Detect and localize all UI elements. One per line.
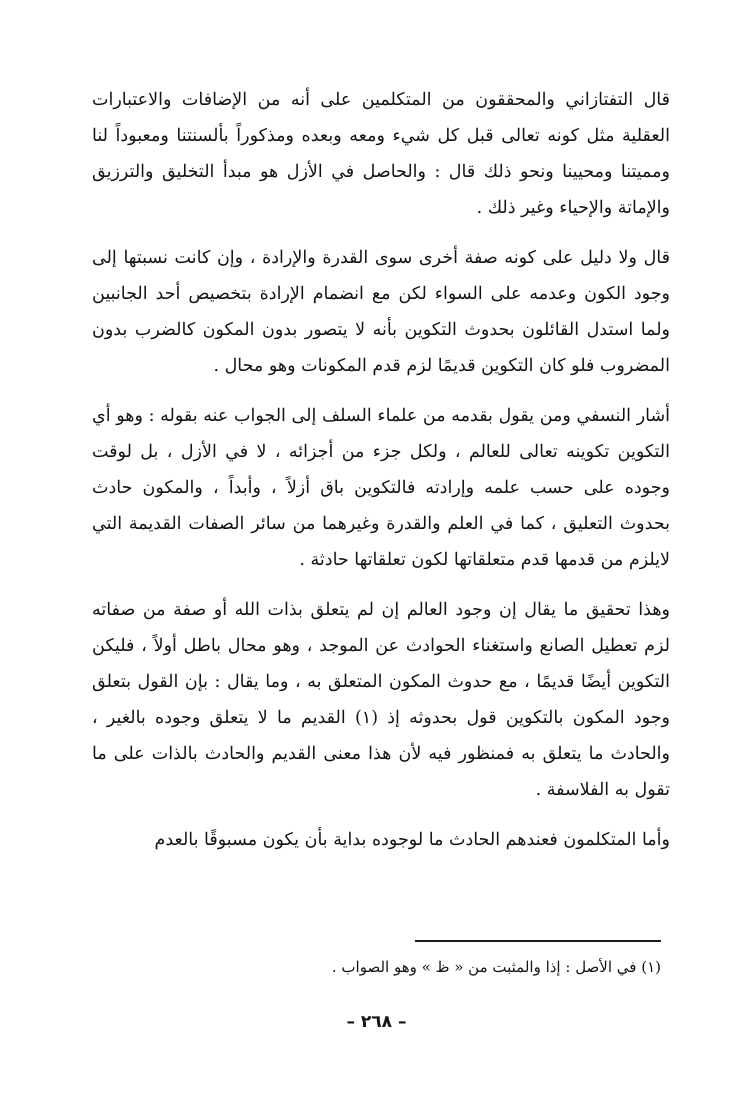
- paragraph-5: وأما المتكلمون فعندهم الحادث ما لوجوده بداية بأن يكون مسبوقًا بالعدم: [154, 830, 670, 850]
- paragraph-4: وهذا تحقيق ما يقال إن وجود العالم إن لم يتعلق بذات الله أو صفة من صفاته لزم تعطيل الصانع واستغناء الحوادث عن الموجد ، وهو محال باطل أولاً ، فليكن التكوين أيضًا قديمًا ، مع حدوث المكون المتعلق به ، وما يقال : بإن القول بتعلق وجود المكون بالتكوين قول بحدوثه إذ (١) القديم ما لا يتعلق وجوده بالغير ، والحادث ما يتعلق به فمنظور فيه لأن هذا معنى القديم والحادث بالذات على ما تقول به الفلاسفة .: [92, 600, 670, 800]
- main-text: [92, 82, 670, 858]
- paragraph-3: أشار النسفي ومن يقول بقدمه من علماء السلف إلى الجواب عنه بقوله : وهو أي التكوين تكوينه تعالى للعالم ، ولكل جزء من أجزائه ، لا في الأزل ، بل لوقت وجوده على حسب علمه وإرادته فالتكوين باق أزلاً ، وأبداً ، والمكون حادث بحدوث التعليق ، كما في العلم والقدرة وغيرهما من سائر الصفات القديمة التي لايلزم من قدمها قدم متعلقاتها لكون تعلقاتها حادثة .: [92, 406, 670, 570]
- paragraph-2: قال ولا دليل على كونه صفة أخرى سوى القدرة والإرادة ، وإن كانت نسبتها إلى وجود الكون وعدمه على السواء لكن مع انضمام الإرادة بتخصيص أحد الجانبين ولما استدل القائلون بحدوث التكوين بأنه لا يتصور بدون المكون كالضرب بدون المضروب فلو كان التكوين قديمًا لزم قدم المكونات وهو محال .: [92, 248, 670, 376]
- footnote-separator: [415, 940, 661, 942]
- page-number: – ٢٦٨ –: [346, 1012, 407, 1032]
- footnote: (١) في الأصل : إذا والمثبت من « ظ » وهو الصواب .: [331, 958, 661, 976]
- paragraph-1: قال التفتازاني والمحققون من المتكلمين على أنه من الإضافات والاعتبارات العقلية مثل كونه تعالى قبل كل شيء ومعه وبعده ومذكوراً بألسنتنا ومعبوداً لنا ومميتنا ومحيينا ونحو ذلك قال : والحاصل في الأزل هو مبدأ التخليق والترزيق والإماتة والإحياء وغير ذلك .: [92, 90, 670, 218]
